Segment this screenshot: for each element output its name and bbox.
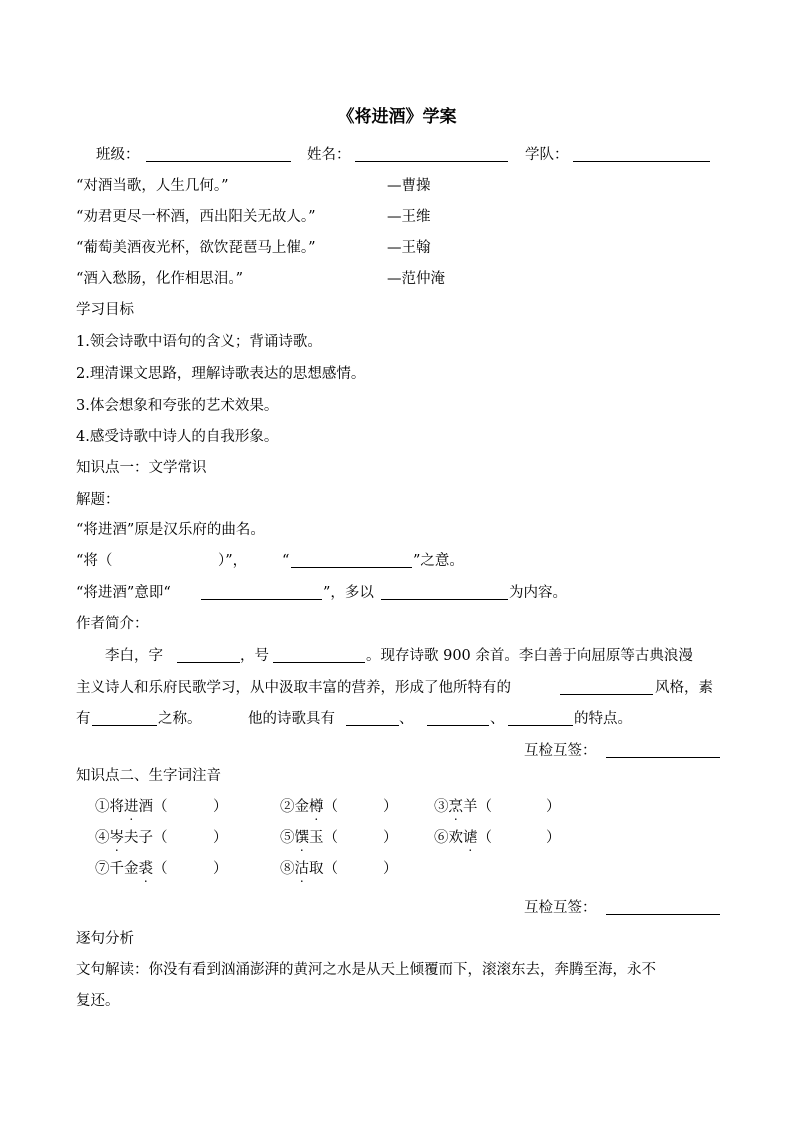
bio-line2-end: 风格，素	[655, 680, 713, 696]
bio-features: 他的诗歌具有	[248, 711, 335, 727]
team-blank	[573, 146, 710, 162]
content-blank	[381, 584, 508, 600]
bio-line1: 。现存诗歌 900 余首。李白善于向屈原等古典浪漫	[366, 648, 693, 664]
k1-heading: 知识点一：文学常识	[76, 460, 207, 476]
goal-item: 3.体会想象和夸张的艺术效果。	[76, 398, 279, 414]
quote-author: —王翰	[387, 240, 431, 256]
bio-cheng: 之称。	[158, 711, 202, 727]
jiang-quote-close: ”之意。	[413, 553, 464, 569]
feature-blank-1	[346, 710, 399, 726]
paren-close: ）	[546, 799, 561, 815]
pinyin-item: ①将进酒（	[95, 799, 168, 815]
yiji-mid: ”，多以	[323, 585, 374, 601]
feature-blank-3	[508, 710, 573, 726]
name-blank	[355, 146, 508, 162]
paren-close: ）	[213, 799, 228, 815]
author-heading: 作者简介：	[76, 616, 149, 632]
sign-blank	[606, 899, 720, 915]
team-label: 学队：	[525, 147, 569, 163]
sep: 、	[399, 711, 414, 727]
bio-name: 李白，字	[105, 648, 163, 664]
pinyin-item: ④岑夫子（	[95, 830, 168, 846]
paren-close: ）	[383, 861, 398, 877]
bio-line2: 主义诗人和乐府民歌学习，从中汲取丰富的营养，形成了他所特有的	[76, 680, 511, 696]
k2-heading: 知识点二、生字词注音	[76, 768, 221, 784]
pinyin-item: ⑥欢谑（	[434, 830, 492, 846]
jiang-quote-open: “	[282, 553, 290, 569]
quote-author: —范仲淹	[387, 271, 445, 287]
class-blank	[146, 146, 291, 162]
paren-close: ）	[213, 830, 228, 846]
feature-blank-2	[427, 710, 489, 726]
paren-close: ）	[383, 799, 398, 815]
paren-close: ）	[213, 861, 228, 877]
zi-blank	[177, 647, 240, 663]
analysis-line: 文句解读：你没有看到汹涌澎湃的黄河之水是从天上倾覆而下，滚滚东去，奔腾至海，永不	[76, 962, 656, 978]
sign-label: 互检互签：	[524, 900, 597, 916]
pinyin-item: ⑦千金裘（	[95, 861, 168, 877]
paren-close: ）	[383, 830, 398, 846]
quote-author: —王维	[387, 209, 431, 225]
name-label: 姓名：	[307, 147, 351, 163]
bio-you: 有	[76, 711, 91, 727]
class-label: 班级：	[96, 147, 140, 163]
title-blank	[92, 710, 157, 726]
jiang-close: ）”，	[218, 553, 248, 569]
sign-label: 互检互签：	[524, 743, 597, 759]
pinyin-item: ⑧沽取（	[280, 861, 338, 877]
bio-hao: ，号	[240, 648, 269, 664]
yiji-end: 为内容。	[509, 585, 567, 601]
jiang-open: “将（	[76, 553, 113, 569]
page-title: 《将进酒》学案	[337, 107, 457, 127]
goal-item: 2.理清课文思路，理解诗歌表达的思想感情。	[76, 366, 366, 382]
goal-item: 4.感受诗歌中诗人的自我形象。	[76, 429, 279, 445]
jiang-meaning-blank	[291, 552, 412, 568]
quote-text: “劝君更尽一杯酒，西出阳关无故人。”	[76, 209, 316, 225]
goal-item: 1.领会诗歌中语句的含义；背诵诗歌。	[76, 334, 322, 350]
paren-close: ）	[546, 830, 561, 846]
origin-text: “将进酒”原是汉乐府的曲名。	[76, 522, 265, 538]
quote-text: “对酒当歌，人生几何。”	[76, 178, 229, 194]
analysis-heading: 逐句分析	[76, 931, 134, 947]
pinyin-item: ③烹羊（	[434, 799, 492, 815]
hao-blank	[273, 647, 365, 663]
quote-text: “葡萄美酒夜光杯，欲饮琵琶马上催。”	[76, 240, 316, 256]
quote-text: “酒入愁肠，化作相思泪。”	[76, 271, 244, 287]
bio-features-end: 的特点。	[574, 711, 632, 727]
pinyin-item: ②金樽（	[280, 799, 338, 815]
style-blank	[560, 679, 653, 695]
analysis-line: 复还。	[76, 993, 120, 1009]
jieti-label: 解题：	[76, 492, 120, 508]
yiji-blank	[201, 584, 322, 600]
pinyin-item: ⑤馔玉（	[280, 830, 338, 846]
goals-heading: 学习目标	[76, 302, 134, 318]
sep: 、	[490, 711, 505, 727]
quote-author: —曹操	[387, 178, 431, 194]
yiji-label: “将进酒”意即“	[76, 585, 171, 601]
sign-blank	[606, 742, 720, 758]
